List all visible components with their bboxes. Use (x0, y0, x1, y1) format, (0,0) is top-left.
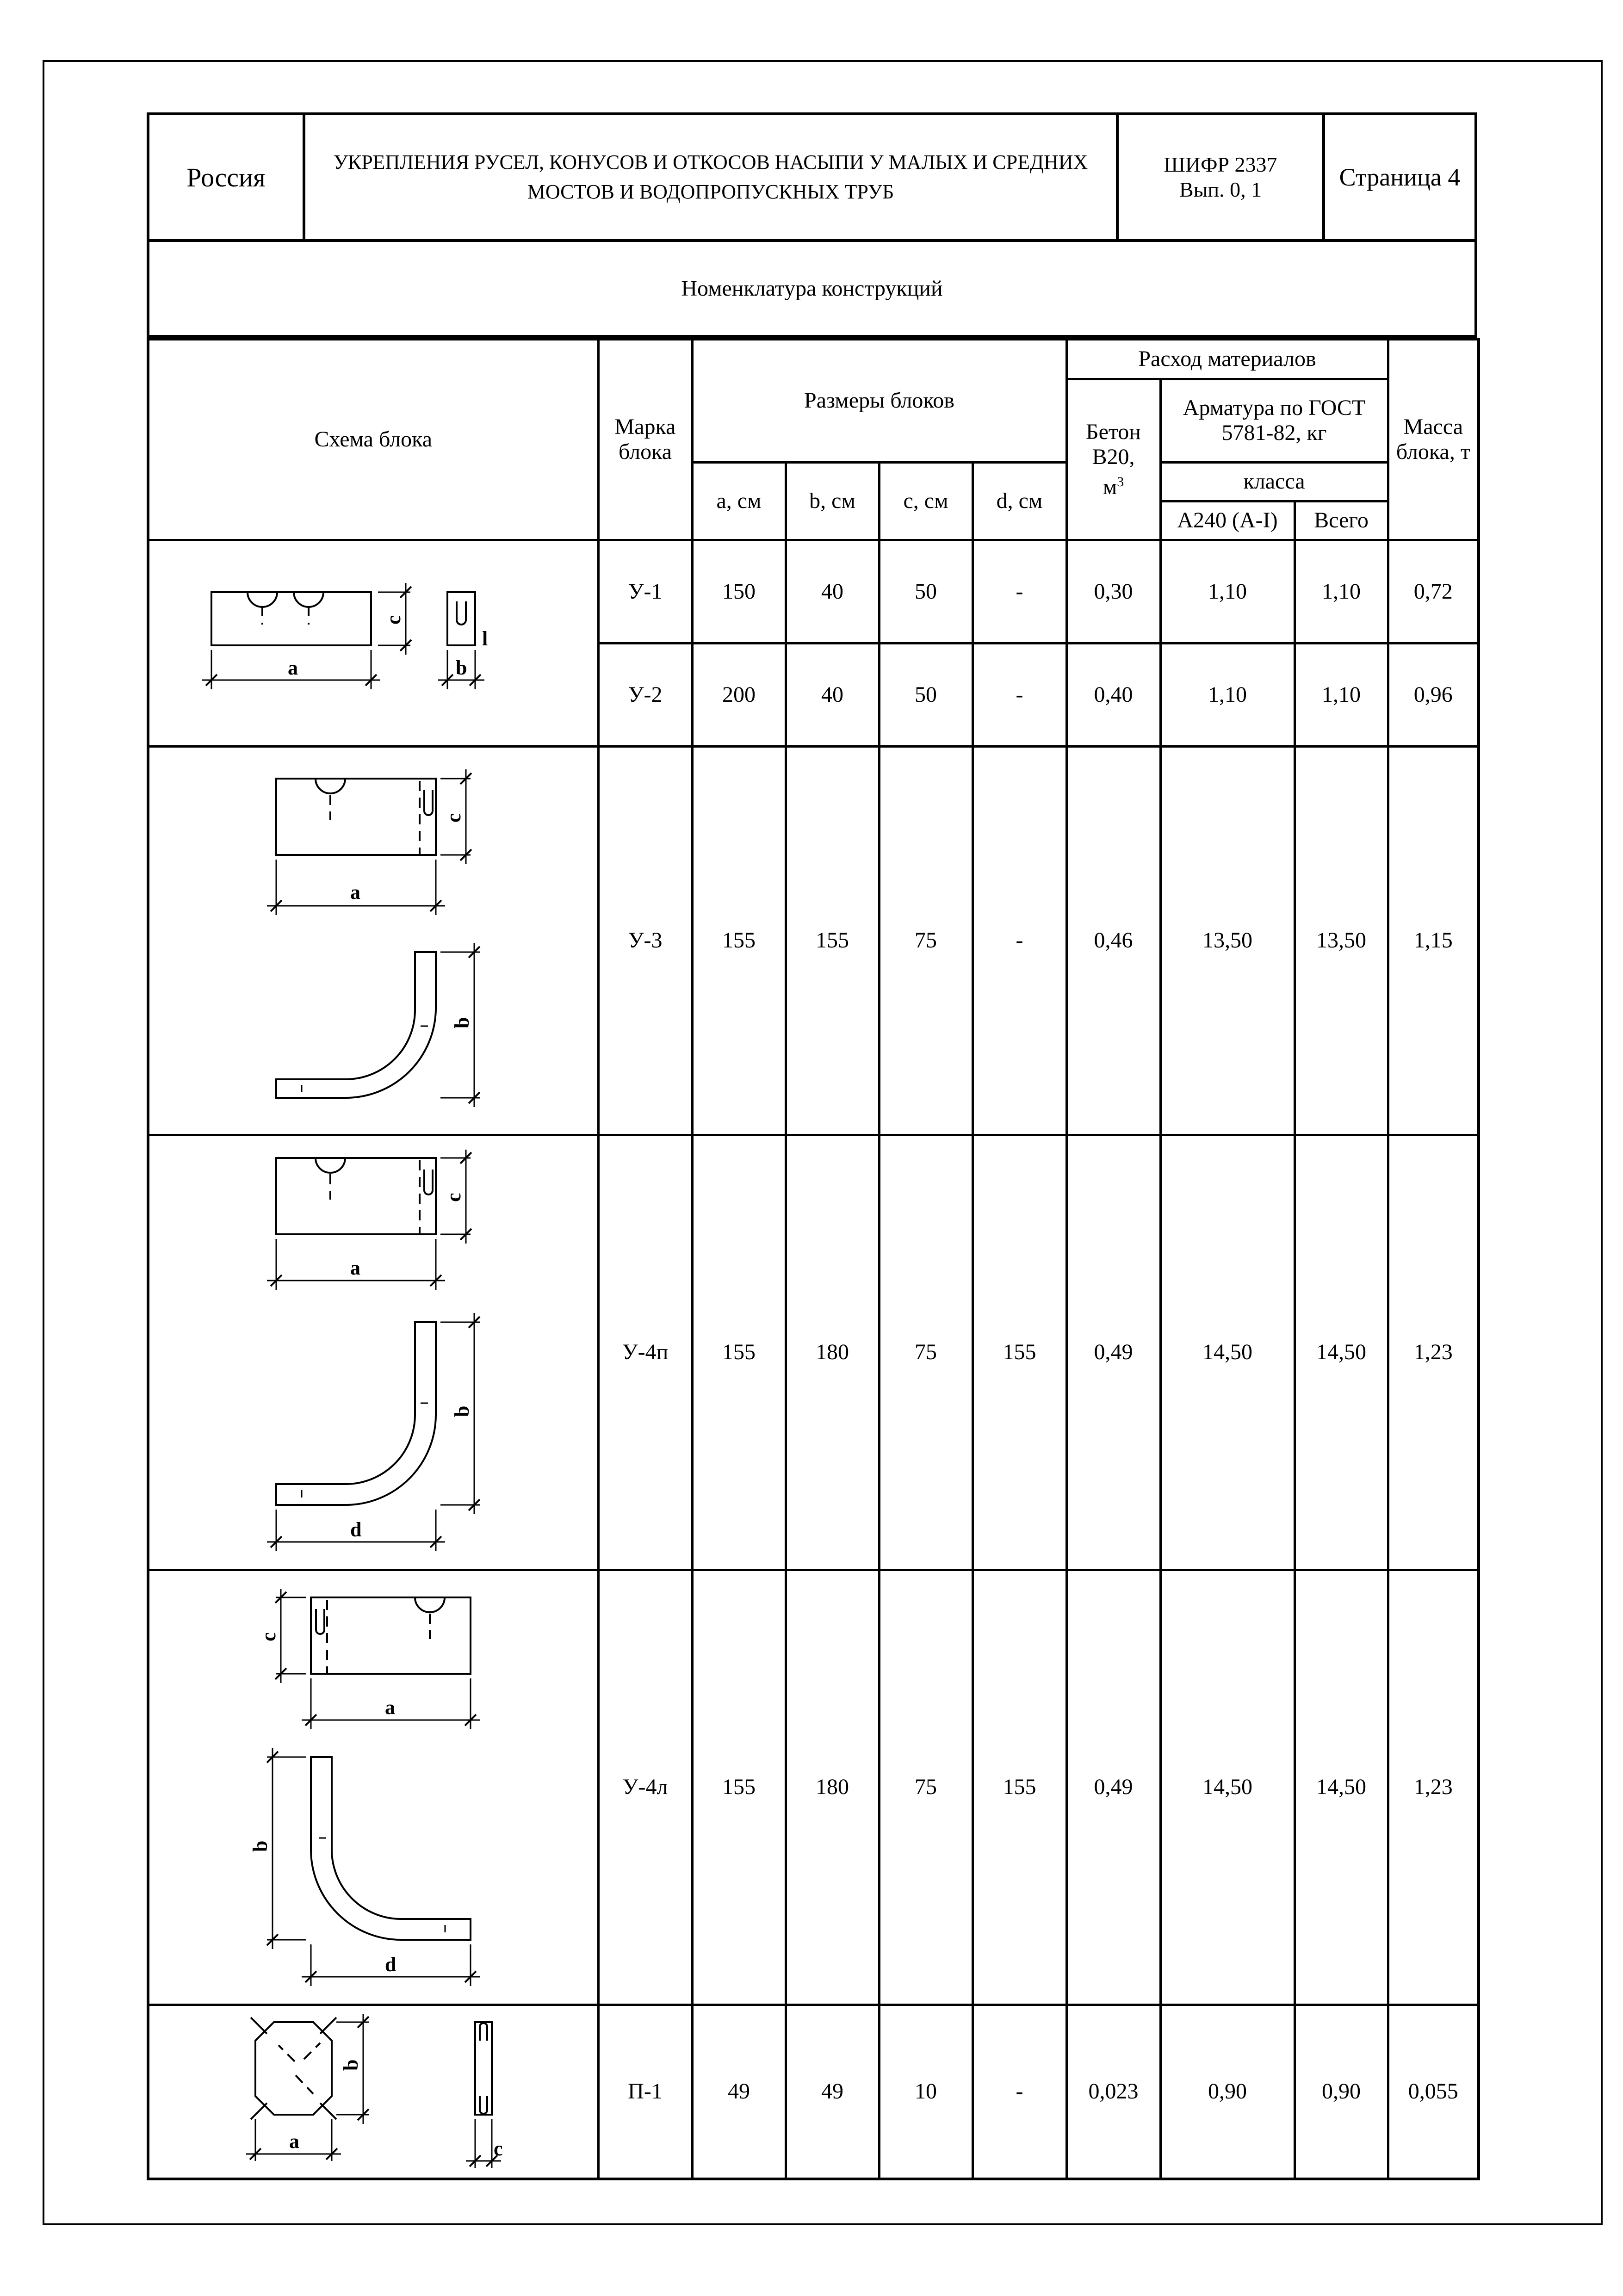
total-cell: 1,10 (1295, 643, 1388, 746)
col-a: а, см (692, 462, 786, 540)
a240-cell: 14,50 (1160, 1135, 1295, 1570)
mark-cell: У-4п (598, 1135, 692, 1570)
scheme-drawing-p1 (174, 2008, 572, 2175)
c-cell: 75 (879, 746, 973, 1135)
table-row (148, 1570, 1479, 2005)
col-mass: Масса блока, т (1388, 339, 1479, 540)
col-rebar-class: класса (1160, 462, 1388, 501)
total-cell: 13,50 (1295, 746, 1388, 1135)
a240-cell: 1,10 (1160, 540, 1295, 643)
b-cell: 40 (786, 540, 879, 643)
dim-d: d (350, 1518, 362, 1541)
dim-d: d (384, 1953, 396, 1976)
a240-cell: 13,50 (1160, 746, 1295, 1135)
concrete-cell: 0,49 (1066, 1135, 1160, 1570)
mark-cell: У-4л (598, 1570, 692, 2005)
total-cell: 0,90 (1295, 2005, 1388, 2179)
scheme-u4p (148, 1135, 598, 1570)
scheme-u4l (148, 1570, 598, 2005)
a-cell: 155 (692, 1135, 786, 1570)
total-cell: 14,50 (1295, 1135, 1388, 1570)
dim-a: a (384, 1696, 395, 1719)
mass-cell: 1,23 (1388, 1570, 1479, 2005)
col-mark: Марка блока (598, 339, 692, 540)
col-a240: А240 (А-I) (1160, 501, 1295, 540)
dim-a: a (287, 656, 298, 679)
scheme-u1-u2 (148, 540, 598, 746)
a-cell: 150 (692, 540, 786, 643)
scheme-u3 (148, 746, 598, 1135)
scheme-drawing-u1 (174, 551, 572, 736)
dim-c: c (442, 813, 465, 823)
dim-c: c (257, 1632, 280, 1641)
col-scheme: Схема блока (148, 339, 598, 540)
mass-cell: 0,055 (1388, 2005, 1479, 2179)
a-cell: 200 (692, 643, 786, 746)
mark-cell: П-1 (598, 2005, 692, 2179)
d-cell: - (973, 746, 1066, 1135)
country-cell: Россия (149, 115, 305, 239)
dim-a: a (350, 1256, 360, 1279)
c-cell: 75 (879, 1135, 973, 1570)
col-b: b, см (786, 462, 879, 540)
b-cell: 40 (786, 643, 879, 746)
col-materials: Расход материалов (1066, 339, 1388, 379)
nomenclature-table (147, 338, 1480, 2180)
code-line-1: ШИФР 2337 (1164, 153, 1277, 176)
scheme-drawing-u3 (221, 755, 526, 1126)
table-row (148, 540, 1479, 643)
dim-c: c (493, 2137, 503, 2160)
code-line-2: Вып. 0, 1 (1179, 178, 1262, 201)
b-cell: 180 (786, 1570, 879, 2005)
col-rebar: Арматура по ГОСТ 5781-82, кг (1160, 379, 1388, 462)
mass-cell: 0,96 (1388, 643, 1479, 746)
dim-l: l (482, 627, 488, 650)
document-title: УКРЕПЛЕНИЯ РУСЕЛ, КОНУСОВ И ОТКОСОВ НАСЫПИ У МАЛЫХ И СРЕДНИХ МОСТОВ И ВОДОПРОПУСКНЫХ ТРУБ (305, 115, 1119, 239)
total-cell: 14,50 (1295, 1570, 1388, 2005)
dim-b: b (339, 2059, 362, 2071)
mark-cell: У-3 (598, 746, 692, 1135)
d-cell: - (973, 540, 1066, 643)
dim-a: a (350, 881, 360, 904)
dim-c: c (382, 615, 405, 625)
c-cell: 50 (879, 643, 973, 746)
table-row (148, 2005, 1479, 2179)
title-block (147, 112, 1477, 242)
dim-b: b (248, 1840, 272, 1852)
mark-cell: У-2 (598, 643, 692, 746)
a240-cell: 14,50 (1160, 1570, 1295, 2005)
dim-b: b (455, 656, 467, 679)
col-total: Всего (1295, 501, 1388, 540)
b-cell: 180 (786, 1135, 879, 1570)
b-cell: 155 (786, 746, 879, 1135)
dim-b: b (450, 1017, 473, 1028)
a-cell: 155 (692, 746, 786, 1135)
total-cell: 1,10 (1295, 540, 1388, 643)
c-cell: 50 (879, 540, 973, 643)
col-concrete-label: Бетон В20, (1086, 419, 1141, 469)
page-number: Страница 4 (1339, 163, 1461, 191)
mass-cell: 0,72 (1388, 540, 1479, 643)
c-cell: 10 (879, 2005, 973, 2179)
scheme-drawing-u4l (221, 1579, 526, 1995)
c-cell: 75 (879, 1570, 973, 2005)
a-cell: 49 (692, 2005, 786, 2179)
col-concrete-unit-sup: 3 (1117, 474, 1124, 489)
concrete-cell: 0,49 (1066, 1570, 1160, 2005)
col-concrete (1066, 379, 1160, 540)
dim-c: c (442, 1193, 465, 1202)
d-cell: - (973, 643, 1066, 746)
dim-b: b (450, 1405, 473, 1417)
mark-cell: У-1 (598, 540, 692, 643)
a-cell: 155 (692, 1570, 786, 2005)
b-cell: 49 (786, 2005, 879, 2179)
concrete-cell: 0,46 (1066, 746, 1160, 1135)
scheme-drawing-u4p (221, 1144, 526, 1560)
table-row (148, 1135, 1479, 1570)
d-cell: 155 (973, 1570, 1066, 2005)
col-sizes: Размеры блоков (692, 339, 1066, 462)
col-d: d, см (973, 462, 1066, 540)
d-cell: - (973, 2005, 1066, 2179)
a240-cell: 0,90 (1160, 2005, 1295, 2179)
d-cell: 155 (973, 1135, 1066, 1570)
section-title: Номенклатура конструкций (147, 242, 1477, 338)
concrete-cell: 0,023 (1066, 2005, 1160, 2179)
concrete-cell: 0,30 (1066, 540, 1160, 643)
dim-a: a (289, 2130, 299, 2153)
scheme-p1 (148, 2005, 598, 2179)
mass-cell: 1,15 (1388, 746, 1479, 1135)
col-c: с, см (879, 462, 973, 540)
concrete-cell: 0,40 (1066, 643, 1160, 746)
col-concrete-unit: м (1103, 474, 1117, 499)
mass-cell: 1,23 (1388, 1135, 1479, 1570)
table-row (148, 746, 1479, 1135)
code-cell (1119, 115, 1325, 239)
a240-cell: 1,10 (1160, 643, 1295, 746)
